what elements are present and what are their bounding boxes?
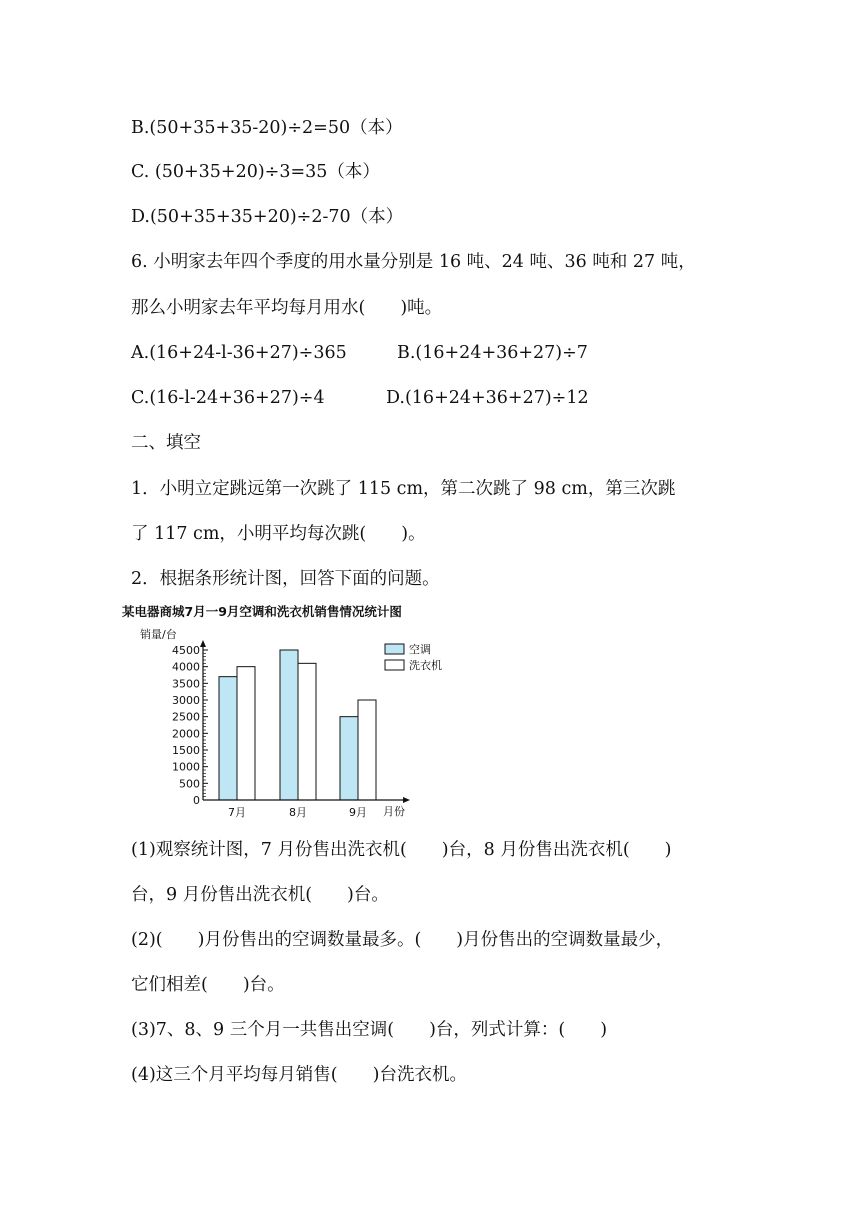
- y-tick-label: 1000: [172, 760, 200, 774]
- option-c-line: C. (50+35+20)÷3=35（本）: [131, 162, 380, 182]
- question-6-line-1: 6. 小明家去年四个季度的用水量分别是 16 吨、24 吨、36 吨和 27 吨，: [131, 252, 696, 272]
- option-d-line: D.(50+35+35+20)÷2-70（本）: [131, 207, 404, 227]
- bar-washer-8: [298, 663, 316, 800]
- bar-aircon-7: [219, 677, 237, 800]
- bar-washer-9: [358, 700, 376, 800]
- section-fill-blank-heading: 二、填空: [131, 433, 201, 453]
- bar-aircon-9: [340, 717, 358, 800]
- question-6-line-2: 那么小明家去年平均每月用水( )吨。: [131, 298, 443, 318]
- y-tick-label: 4500: [172, 644, 200, 657]
- legend-label-washer: 洗衣机: [409, 659, 442, 672]
- y-tick-label: 500: [179, 777, 200, 791]
- bar-washer-7: [237, 667, 255, 800]
- legend-label-aircon: 空调: [409, 643, 431, 656]
- x-tick-label: 7月: [228, 806, 246, 819]
- y-axis-arrow: [200, 640, 206, 647]
- y-tick-label: 3000: [172, 694, 200, 707]
- y-tick-label: 4000: [172, 660, 200, 674]
- q6-option-d: D.(16+24+36+27)÷12: [386, 388, 589, 408]
- x-axis-arrow: [403, 797, 410, 803]
- q6-option-a: A.(16+24-l-36+27)÷365: [131, 343, 347, 363]
- chart-title: 某电器商城7月一9月空调和洗衣机销售情况统计图: [122, 604, 402, 619]
- fill-1-line-1: 1．小明立定跳远第一次跳了 115 cm，第二次跳了 98 cm，第三次跳: [131, 479, 676, 499]
- part-2-line-2: 它们相差( )台。: [131, 975, 285, 995]
- y-axis-label: 销量/台: [140, 628, 177, 641]
- x-tick-label: 8月: [289, 806, 307, 819]
- part-1-line-2: 台，9 月份售出洗衣机( )台。: [131, 885, 389, 905]
- part-1-line-1: (1)观察统计图，7 月份售出洗衣机( )台，8 月份售出洗衣机( ): [131, 840, 672, 860]
- x-axis-label: 月份: [383, 805, 405, 818]
- q6-option-c: C.(16-l-24+36+27)÷4: [131, 388, 325, 408]
- y-tick-label: 1500: [172, 744, 200, 757]
- y-tick-label: 3500: [172, 677, 200, 691]
- legend-swatch-aircon: [385, 644, 404, 654]
- part-2-line-1: (2)( )月份售出的空调数量最多。( )月份售出的空调数量最少，: [131, 930, 674, 950]
- y-tick-label: 0: [193, 794, 200, 807]
- legend-swatch-washer: [385, 660, 404, 670]
- part-3-line: (3)7、8、9 三个月一共售出空调( )台，列式计算：( ): [131, 1020, 608, 1040]
- fill-1-line-2: 了 117 cm，小明平均每次跳( )。: [131, 524, 426, 544]
- fill-2-line: 2．根据条形统计图，回答下面的问题。: [131, 569, 440, 589]
- option-b-line: B.(50+35+35-20)÷2=50（本）: [131, 118, 403, 138]
- part-4-line: (4)这三个月平均每月销售( )台洗衣机。: [131, 1065, 467, 1085]
- bar-aircon-8: [280, 650, 298, 800]
- y-tick-label: 2500: [172, 710, 200, 724]
- q6-option-b: B.(16+24+36+27)÷7: [397, 343, 588, 363]
- y-tick-label: 2000: [172, 727, 200, 741]
- bar-chart: [122, 600, 442, 822]
- x-tick-label: 9月: [349, 806, 367, 819]
